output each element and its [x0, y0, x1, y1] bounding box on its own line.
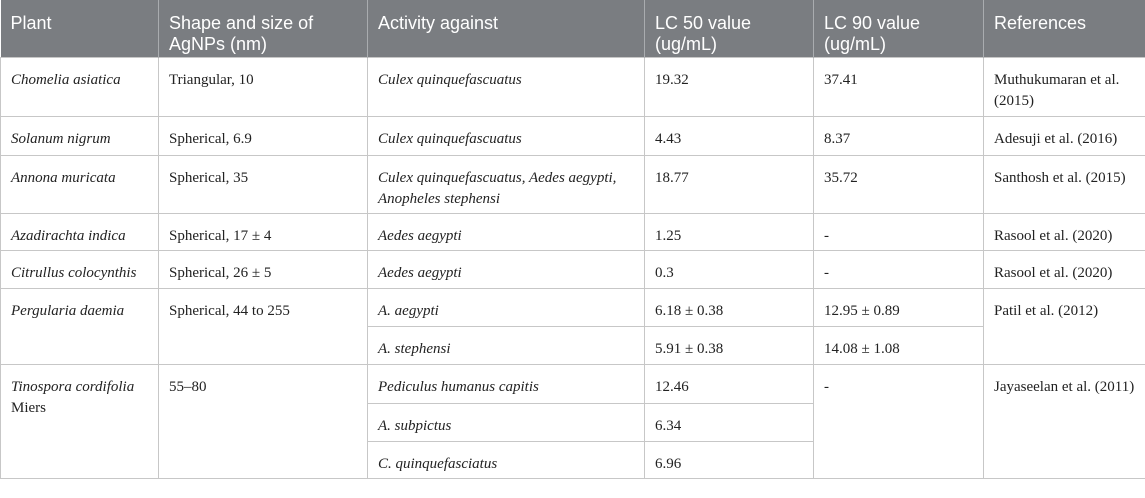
table-row [1, 364, 1145, 403]
activity-cell: Aedes aegypti [368, 250, 645, 288]
shape-cell: Spherical, 26 ± 5 [159, 250, 368, 288]
shape-cell: Spherical, 44 to 255 [159, 288, 368, 364]
reference-cell: Muthukumaran et al. (2015) [984, 57, 1145, 116]
plant-name-italic: Tinospora cordifolia [11, 378, 135, 395]
lc90-cell: - [814, 213, 984, 250]
activity-cell: A. subpictus [368, 403, 645, 441]
header-row [1, 0, 1145, 57]
lc50-cell: 18.77 [645, 155, 814, 213]
activity-cell: Culex quinquefascuatus [368, 57, 645, 116]
shape-cell: Spherical, 35 [159, 155, 368, 213]
plant-cell [1, 364, 159, 478]
reference-cell: Rasool et al. (2020) [984, 250, 1145, 288]
activity-cell: Pediculus humanus capitis [368, 364, 645, 403]
table-row [1, 250, 1145, 288]
header-activity: Activity against [368, 0, 645, 57]
table-row [1, 57, 1145, 116]
header-lc50: LC 50 value (ug/mL) [645, 0, 814, 57]
plant-cell: Chomelia asiatica [1, 57, 159, 116]
header-shape-size: Shape and size of AgNPs (nm) [159, 0, 368, 57]
activity-cell: A. stephensi [368, 326, 645, 364]
shape-cell: Triangular, 10 [159, 57, 368, 116]
lc50-cell: 6.96 [645, 441, 814, 478]
lc90-cell: 37.41 [814, 57, 984, 116]
lc90-cell: - [814, 250, 984, 288]
lc50-cell: 12.46 [645, 364, 814, 403]
plant-cell: Annona muricata [1, 155, 159, 213]
lc90-cell: 8.37 [814, 116, 984, 155]
activity-cell: Culex quinquefascuatus, Aedes aegypti, Anopheles stephensi [368, 155, 645, 213]
reference-cell: Santhosh et al. (2015) [984, 155, 1145, 213]
plant-cell: Solanum nigrum [1, 116, 159, 155]
lc50-cell: 19.32 [645, 57, 814, 116]
shape-cell: Spherical, 6.9 [159, 116, 368, 155]
plant-cell: Citrullus colocynthis [1, 250, 159, 288]
table-row [1, 288, 1145, 326]
plant-cell: Azadirachta indica [1, 213, 159, 250]
reference-cell: Rasool et al. (2020) [984, 213, 1145, 250]
lc50-cell: 4.43 [645, 116, 814, 155]
header-references: References [984, 0, 1145, 57]
lc90-cell: - [814, 364, 984, 478]
table-row [1, 116, 1145, 155]
header-plant: Plant [1, 0, 159, 57]
lc90-cell: 14.08 ± 1.08 [814, 326, 984, 364]
reference-cell: Patil et al. (2012) [984, 288, 1145, 364]
lc50-cell: 6.18 ± 0.38 [645, 288, 814, 326]
activity-cell: Aedes aegypti [368, 213, 645, 250]
lc90-cell: 35.72 [814, 155, 984, 213]
plant-name-suffix: Miers [11, 399, 46, 416]
activity-cell: C. quinquefasciatus [368, 441, 645, 478]
activity-cell: Culex quinquefascuatus [368, 116, 645, 155]
lc50-cell: 5.91 ± 0.38 [645, 326, 814, 364]
activity-cell: A. aegypti [368, 288, 645, 326]
reference-cell: Jayaseelan et al. (2011) [984, 364, 1145, 478]
lc50-cell: 0.3 [645, 250, 814, 288]
table-row [1, 213, 1145, 250]
table-row [1, 155, 1145, 213]
lc50-cell: 1.25 [645, 213, 814, 250]
shape-cell: 55–80 [159, 364, 368, 478]
plant-cell: Pergularia daemia [1, 288, 159, 364]
reference-cell: Adesuji et al. (2016) [984, 116, 1145, 155]
header-lc90: LC 90 value (ug/mL) [814, 0, 984, 57]
lc50-cell: 6.34 [645, 403, 814, 441]
lc90-cell: 12.95 ± 0.89 [814, 288, 984, 326]
shape-cell: Spherical, 17 ± 4 [159, 213, 368, 250]
